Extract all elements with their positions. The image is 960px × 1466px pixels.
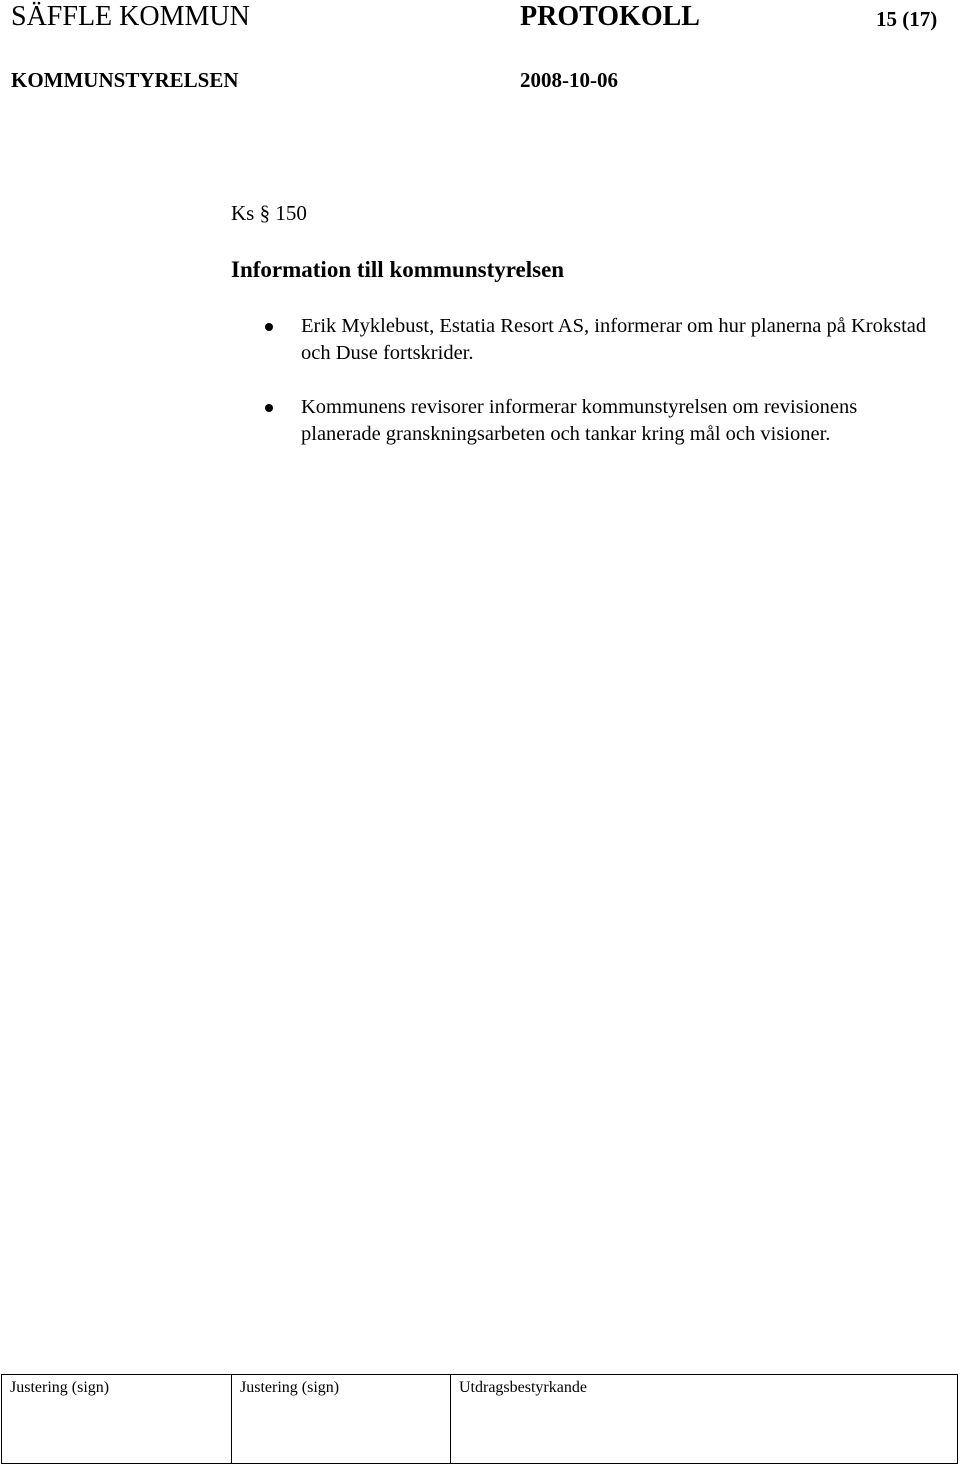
signature-cell[interactable]: [2, 1375, 232, 1463]
extract-certification-cell[interactable]: [451, 1375, 957, 1463]
list-item: [301, 313, 941, 367]
signature-cell[interactable]: [232, 1375, 451, 1463]
committee-name: KOMMUNSTYRELSEN: [11, 68, 239, 92]
list-item: [301, 394, 941, 448]
page-number: 15 (17): [876, 7, 938, 31]
bullet-dot-icon: [265, 404, 273, 412]
signature-cell-label: Justering (sign): [10, 1379, 110, 1396]
meeting-date: 2008-10-06: [520, 68, 618, 92]
list-item-text: Kommunens revisorer informerar kommunstyrelsen om revisionens planerade granskningsarbeten och tankar kring mål och visioner.: [301, 396, 858, 445]
organization-name: SÄFFLE KOMMUN: [11, 1, 250, 32]
signature-table: [1, 1374, 958, 1464]
section-title: Information till kommunstyrelsen: [231, 257, 565, 282]
extract-certification-label: Utdragsbestyrkande: [459, 1379, 587, 1396]
bullet-dot-icon: [265, 323, 273, 331]
list-item-text: Erik Myklebust, Estatia Resort AS, informerar om hur planerna på Krokstad och Duse fortskrider.: [301, 315, 927, 364]
document-type: PROTOKOLL: [520, 1, 700, 32]
signature-cell-label: Justering (sign): [240, 1379, 340, 1396]
section-number: Ks § 150: [231, 201, 307, 225]
